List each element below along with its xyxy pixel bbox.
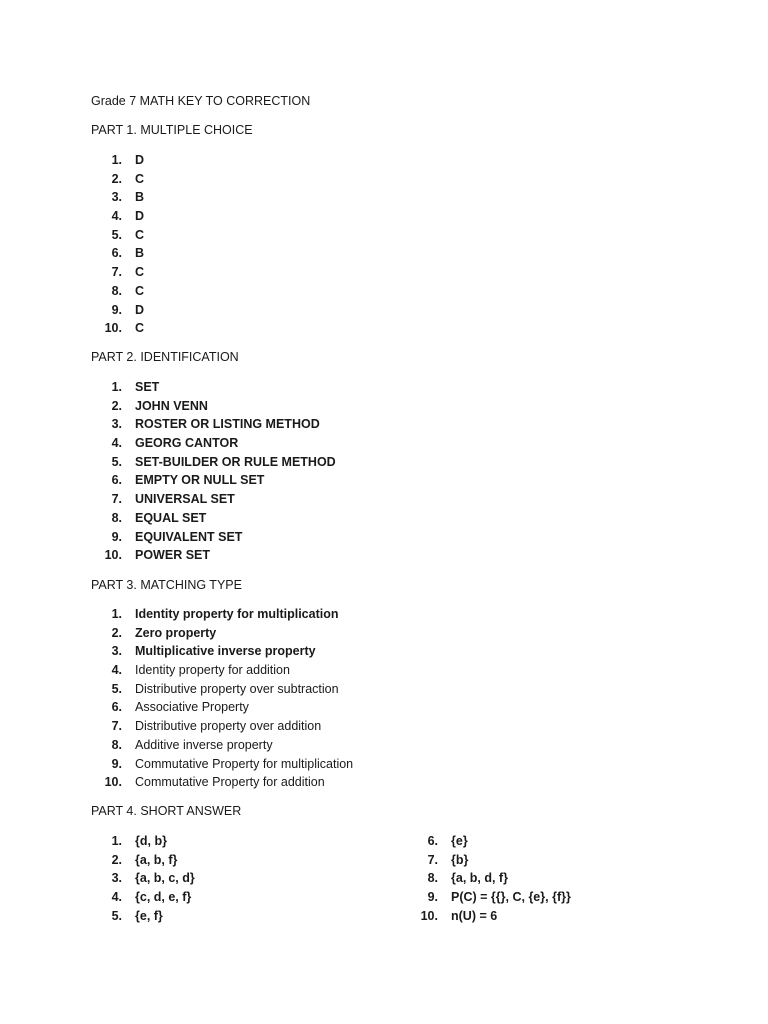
document-title: Grade 7 MATH KEY TO CORRECTION (91, 94, 311, 108)
document-page: Grade 7 MATH KEY TO CORRECTION PART 1. MULTIPLE CHOICE 1. D 2. C 3. B 4. D 5. C 6. B 7. C 8. C 9. D 10. C PART 2. IDENTIFICATION 1. SET 2. JOHN VENN 3. ROSTER OR LISTING METHOD 4. GEORG CANTOR 5. SET-BUILDER OR RULE METHOD 6. EMPTY OR NULL SET 7. UNIVERSAL SET 8. EQUAL SET 9. EQUIVALENT SET 10. POWER SET PART 3. MATCHING TYPE 1. Identity property for multiplication 2. Zero property 3. Multiplicative inverse property 4. Identity property for addition 5. Distributive property over subtraction 6. Associative Property 7. Distributive property over addition 8. Additive inverse property 9. Commutative Property for multiplication 10. Commutative Property for addition PART 4. SHORT ANSWER 1. {d, b} 2. {a, b, f} 3. {a, b, c, d} 4. {c, d, e, f} 5. {e, f} 6. {e} 7. {b} 8. {a, b, d, f} 9. P(C) = {{}, C, {e}, {f}} 10. n(U) = 6 (0, 0, 768, 1024)
part4-heading: PART 4. SHORT ANSWER (91, 804, 242, 818)
part3-heading: PART 3. MATCHING TYPE (91, 578, 242, 592)
part1-heading: PART 1. MULTIPLE CHOICE (91, 123, 253, 137)
part2-heading: PART 2. IDENTIFICATION (91, 350, 239, 364)
